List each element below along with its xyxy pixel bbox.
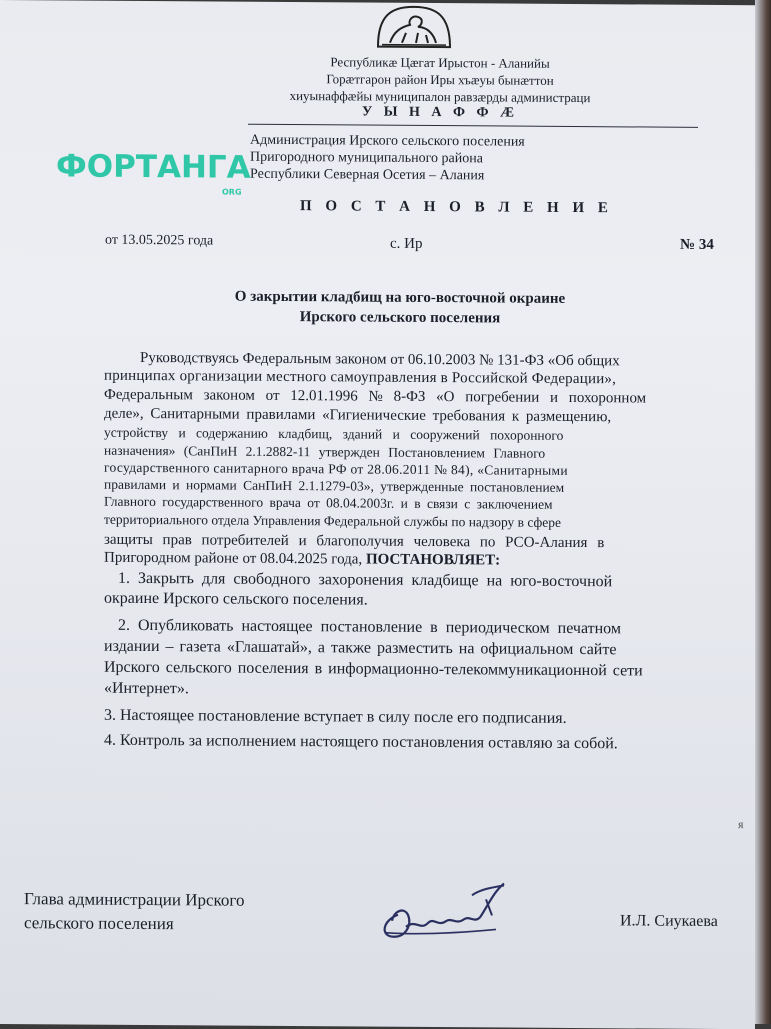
item-2-line: Ирского сельского поселения в информационно-телекоммуникационной сети [104, 658, 643, 680]
preamble-line: Руководствуясь Федеральным законом от 06.10.2003 № 131-ФЗ «Об общих [140, 349, 620, 370]
item-2-line: «Интернет». [104, 679, 189, 698]
signer-name: И.Л. Сиукаева [620, 912, 718, 931]
signatory-title: Глава администрации Ирского [24, 889, 245, 910]
preamble-line: устройству и содержанию кладбищ, зданий и сооружений похоронного [104, 424, 564, 443]
margin-mark: я [738, 817, 744, 832]
preamble-line: назначения» (СанПиН 2.1.2882-11 утвержден Постановлением Главного [104, 442, 546, 461]
fortanga-watermark-suffix: ORG [222, 187, 242, 197]
preamble-line [104, 549, 500, 570]
preamble-line: принципах организации местного самоуправления в Российской Федерации», [104, 367, 617, 388]
preamble-line: государственного санитарного врача РФ от 28.06.2011 № 84), «Санитарными [104, 459, 568, 478]
header-divider [248, 124, 698, 128]
preamble-line: Федеральным законом от 12.01.1996 № 8-ФЗ «О погребении и похоронном [104, 386, 647, 407]
item-3-line: 3. Настоящее постановление вступает в силу после его подписания. [104, 706, 567, 727]
fortanga-watermark-logo: ФОРТАНГА [56, 148, 251, 186]
resolve-word: ПОСТАНОВЛЯЕТ: [365, 551, 501, 569]
preamble-line: защиты прав потребителей и благополучия человека по РСО-Алания в [104, 531, 605, 552]
item-1-line: окраине Ирского сельского поселения. [104, 589, 368, 609]
header-ossetian-title: У Ы Н А Ф Ф Æ [361, 104, 519, 121]
signatory-title: сельского поселения [24, 913, 174, 934]
header-russian-line: Республики Северная Осетия – Алания [250, 166, 485, 184]
preamble-line: территориального отдела Управления Федеральной службы по надзору в сфере [104, 511, 562, 530]
preamble-line: Главного государственного врача от 08.04.2003г. и в связи с заключением [104, 493, 553, 512]
item-2-line: 2. Опубликовать настоящее постановление в периодическом печатном [118, 616, 621, 638]
document-place: с. Ир [390, 235, 423, 252]
document-number: № 34 [680, 236, 714, 253]
header-russian-line: Администрация Ирского сельского поселения [250, 132, 525, 150]
item-1-line: 1. Закрыть для свободного захоронения кладбище на юго-восточной [118, 569, 613, 591]
document-subject: О закрытии кладбищ на юго-восточной окраине [234, 288, 566, 307]
document-subject: Ирского сельского поселения [299, 309, 501, 327]
handwritten-signature [376, 875, 516, 952]
document-date: от 13.05.2025 года [105, 232, 214, 249]
item-2-line: издании – газета «Глашатай», а также разместить на официальном сайте [104, 637, 617, 659]
background-edge [755, 0, 771, 1024]
preamble-line: правилами и нормами СанПиН 2.1.1279-03», утвержденные постановлением [104, 476, 565, 495]
item-4-line: 4. Контроль за исполнением настоящего постановления оставляю за собой. [104, 731, 618, 753]
coat-of-arms-emblem [372, 5, 456, 50]
header-ossetian-line: хиуынаффæйы муниципалон равзæрды администраци [289, 88, 591, 106]
preamble-line-text: Пригородном районе от 08.04.2025 года, [104, 549, 363, 568]
document-type: П О С Т А Н О В Л Е Н И Е [300, 198, 613, 217]
header-russian-line: Пригородного муниципального района [250, 149, 483, 167]
header-ossetian-line: Горæтгарон район Иры хъæуы бынæттон [326, 71, 554, 88]
header-ossetian-line: Республикæ Цæгат Ирыстон - Аланийы [330, 54, 550, 71]
preamble-line: деле», Санитарными правилами «Гигиенические требования к размещению, [104, 405, 612, 426]
